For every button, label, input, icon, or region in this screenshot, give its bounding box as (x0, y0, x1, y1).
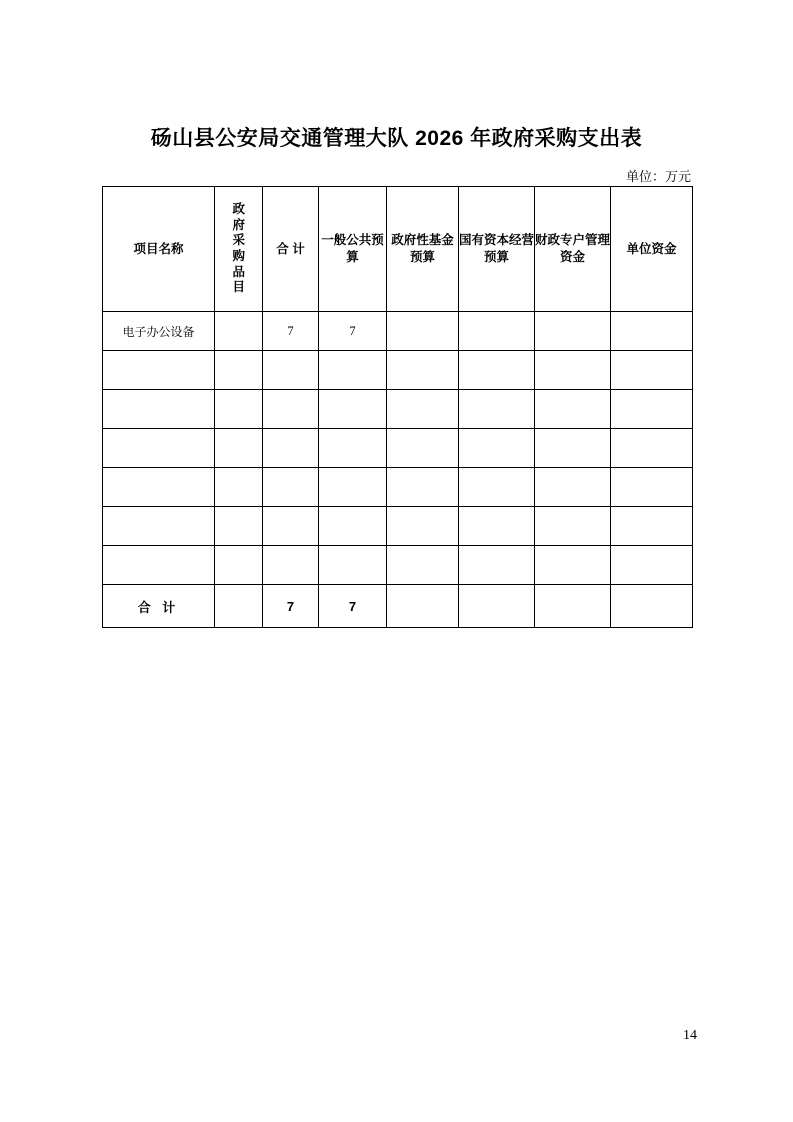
cell-procurement-category (215, 390, 263, 429)
table-row (103, 507, 693, 546)
cell-general-public-budget (319, 429, 387, 468)
cell-total (263, 429, 319, 468)
cell-unit-funds (611, 507, 693, 546)
cell-unit-funds (611, 468, 693, 507)
column-header-government-fund-budget: 政府性基金预算 (387, 187, 459, 312)
cell-fiscal-account-funds (535, 429, 611, 468)
cell-project-name (103, 351, 215, 390)
cell-state-capital-budget (459, 507, 535, 546)
cell-total-label: 合 计 (103, 585, 215, 628)
cell-general-public-budget: 7 (319, 585, 387, 628)
table-row (103, 546, 693, 585)
cell-government-fund-budget (387, 312, 459, 351)
cell-state-capital-budget (459, 390, 535, 429)
cell-procurement-category (215, 585, 263, 628)
cell-unit-funds (611, 312, 693, 351)
cell-fiscal-account-funds (535, 507, 611, 546)
table-total-row (103, 585, 693, 628)
column-header-project-name: 项目名称 (103, 187, 215, 312)
cell-total (263, 546, 319, 585)
cell-total (263, 351, 319, 390)
cell-general-public-budget (319, 468, 387, 507)
column-header-unit-funds: 单位资金 (611, 187, 693, 312)
cell-fiscal-account-funds (535, 312, 611, 351)
cell-state-capital-budget (459, 468, 535, 507)
cell-government-fund-budget (387, 507, 459, 546)
cell-state-capital-budget (459, 585, 535, 628)
procurement-expenditure-table (102, 186, 693, 628)
cell-procurement-category (215, 507, 263, 546)
cell-state-capital-budget (459, 429, 535, 468)
page-number: 14 (683, 1028, 697, 1043)
cell-government-fund-budget (387, 585, 459, 628)
cell-total (263, 468, 319, 507)
cell-state-capital-budget (459, 351, 535, 390)
cell-project-name (103, 507, 215, 546)
cell-procurement-category (215, 429, 263, 468)
cell-project-name (103, 429, 215, 468)
cell-general-public-budget (319, 546, 387, 585)
table-row (103, 390, 693, 429)
column-header-fiscal-account-funds: 财政专户管理资金 (535, 187, 611, 312)
unit-note: 单位：万元 (625, 169, 691, 184)
cell-fiscal-account-funds (535, 585, 611, 628)
cell-fiscal-account-funds (535, 351, 611, 390)
cell-unit-funds (611, 585, 693, 628)
cell-general-public-budget (319, 390, 387, 429)
cell-unit-funds (611, 351, 693, 390)
table-header-row (103, 187, 693, 312)
cell-project-name (103, 390, 215, 429)
cell-fiscal-account-funds (535, 390, 611, 429)
cell-government-fund-budget (387, 351, 459, 390)
table-row (103, 429, 693, 468)
cell-project-name: 电子办公设备 (103, 312, 215, 351)
cell-unit-funds (611, 429, 693, 468)
column-header-total: 合 计 (263, 187, 319, 312)
cell-procurement-category (215, 546, 263, 585)
cell-general-public-budget (319, 351, 387, 390)
cell-total: 7 (263, 312, 319, 351)
cell-fiscal-account-funds (535, 546, 611, 585)
column-header-state-capital-budget: 国有资本经营预算 (459, 187, 535, 312)
cell-total: 7 (263, 585, 319, 628)
cell-total (263, 507, 319, 546)
cell-government-fund-budget (387, 429, 459, 468)
cell-project-name (103, 546, 215, 585)
cell-procurement-category (215, 312, 263, 351)
cell-project-name (103, 468, 215, 507)
cell-fiscal-account-funds (535, 468, 611, 507)
table-row (103, 468, 693, 507)
cell-government-fund-budget (387, 390, 459, 429)
table-row (103, 312, 693, 351)
cell-procurement-category (215, 468, 263, 507)
cell-government-fund-budget (387, 468, 459, 507)
column-header-general-public-budget: 一般公共预算 (319, 187, 387, 312)
page-title: 砀山县公安局交通管理大队 2026 年政府采购支出表 (150, 127, 643, 150)
cell-state-capital-budget (459, 312, 535, 351)
cell-government-fund-budget (387, 546, 459, 585)
cell-general-public-budget (319, 507, 387, 546)
column-header-procurement-category: 政府采购品目 (215, 187, 263, 312)
table-row (103, 351, 693, 390)
cell-state-capital-budget (459, 546, 535, 585)
cell-unit-funds (611, 546, 693, 585)
cell-total (263, 390, 319, 429)
cell-general-public-budget: 7 (319, 312, 387, 351)
cell-unit-funds (611, 390, 693, 429)
cell-procurement-category (215, 351, 263, 390)
